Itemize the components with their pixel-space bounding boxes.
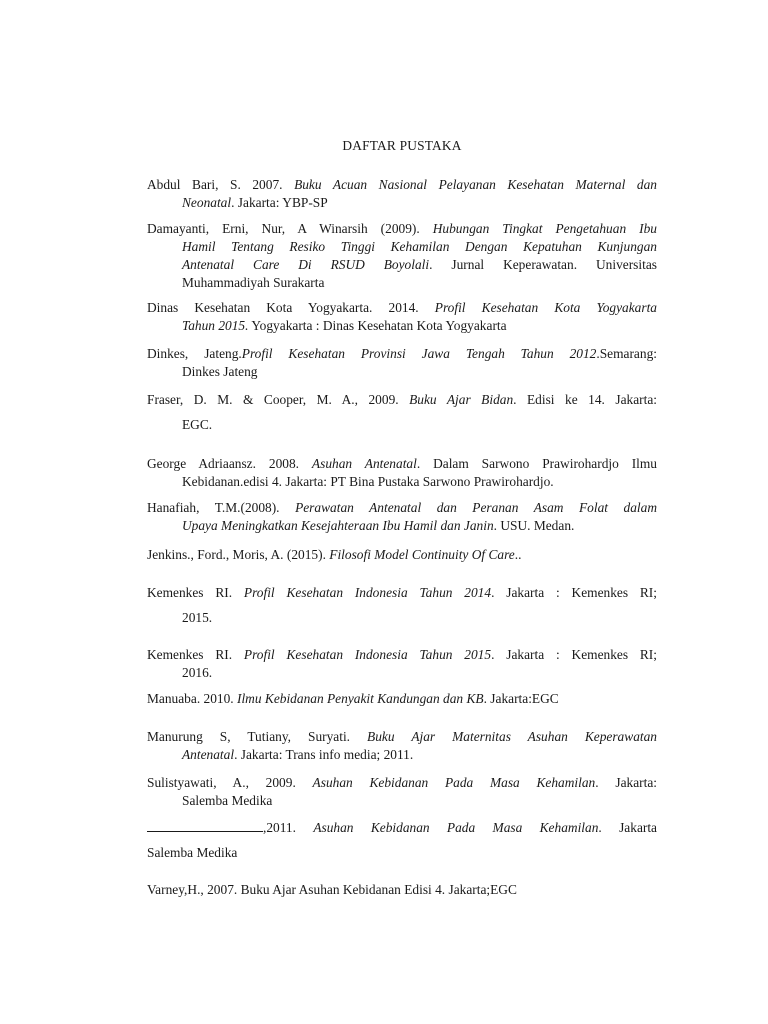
reference-line: Hamil Tentang Resiko Tinggi Kehamilan Dengan Kepatuhan Kunjungan	[182, 239, 657, 254]
reference-line: EGC.	[182, 417, 213, 432]
reference-entry	[147, 220, 657, 292]
reference-entry	[147, 546, 657, 564]
reference-line: Hanafiah, T.M.(2008). Perawatan Antenatal dan Peranan Asam Folat dalam	[147, 500, 657, 515]
reference-line: Dinkes Jateng	[182, 364, 258, 379]
reference-line: 2015.	[182, 610, 213, 625]
reference-line: Kebidanan.edisi 4. Jakarta: PT Bina Pustaka Sarwono Prawirohardjo.	[182, 474, 554, 489]
reference-line: Damayanti, Erni, Nur, A Winarsih (2009). Hubungan Tingkat Pengetahuan Ibu	[147, 221, 658, 236]
reference-line: Kemenkes RI. Profil Kesehatan Indonesia Tahun 2014. Jakarta : Kemenkes RI;	[147, 585, 657, 600]
reference-entry	[147, 391, 657, 434]
reference-line: Fraser, D. M. & Cooper, M. A., 2009. Buku Ajar Bidan. Edisi ke 14. Jakarta:	[147, 392, 657, 407]
reference-entry	[147, 499, 657, 535]
reference-entry	[147, 690, 657, 708]
reference-line: 2016.	[182, 665, 213, 680]
reference-line: Tahun 2015. Yogyakarta : Dinas Kesehatan Kota Yogyakarta	[182, 318, 507, 333]
reference-line: Muhammadiyah Surakarta	[182, 275, 325, 290]
reference-entry	[147, 881, 657, 899]
reference-line: Manuaba. 2010. Ilmu Kebidanan Penyakit Kandungan dan KB. Jakarta:EGC	[147, 691, 559, 706]
page-title: DAFTAR PUSTAKA	[342, 138, 462, 153]
reference-line: Varney,H., 2007. Buku Ajar Asuhan Kebidanan Edisi 4. Jakarta;EGC	[147, 882, 517, 897]
reference-entry	[147, 819, 657, 862]
reference-line: Antenatal Care Di RSUD Boyolali. Jurnal Keperawatan. Universitas	[182, 257, 657, 272]
reference-entry	[147, 345, 657, 381]
author-placeholder-line	[147, 819, 263, 832]
reference-entry	[147, 299, 657, 335]
reference-line: Manurung S, Tutiany, Suryati. Buku Ajar Maternitas Asuhan Keperawatan	[147, 729, 657, 744]
reference-line: Dinkes, Jateng.Profil Kesehatan Provinsi Jawa Tengah Tahun 2012.Semarang:	[147, 346, 657, 361]
reference-entry	[147, 176, 657, 212]
reference-line: Salemba Medika	[182, 793, 273, 808]
reference-entry	[147, 646, 657, 682]
reference-line: Abdul Bari, S. 2007. Buku Acuan Nasional Pelayanan Kesehatan Maternal dan	[147, 177, 657, 192]
reference-entry	[147, 728, 657, 764]
reference-entry	[147, 774, 657, 810]
reference-entry	[147, 455, 657, 491]
reference-line: Dinas Kesehatan Kota Yogyakarta. 2014. Profil Kesehatan Kota Yogyakarta	[147, 300, 657, 315]
reference-line: ,2011. Asuhan Kebidanan Pada Masa Kehamilan. Jakarta	[147, 819, 657, 837]
reference-line: Neonatal. Jakarta: YBP-SP	[182, 195, 328, 210]
reference-line: Jenkins., Ford., Moris, A. (2015). Filosofi Model Continuity Of Care..	[147, 547, 522, 562]
reference-line: Upaya Meningkatkan Kesejahteraan Ibu Hamil dan Janin. USU. Medan.	[182, 518, 575, 533]
reference-line: Salemba Medika	[147, 845, 238, 860]
reference-entry	[147, 584, 657, 627]
reference-line: Kemenkes RI. Profil Kesehatan Indonesia Tahun 2015. Jakarta : Kemenkes RI;	[147, 647, 657, 662]
reference-line: Sulistyawati, A., 2009. Asuhan Kebidanan Pada Masa Kehamilan. Jakarta:	[147, 775, 657, 790]
reference-line: George Adriaansz. 2008. Asuhan Antenatal. Dalam Sarwono Prawirohardjo Ilmu	[147, 456, 658, 471]
reference-line: Antenatal. Jakarta: Trans info media; 2011.	[182, 747, 414, 762]
